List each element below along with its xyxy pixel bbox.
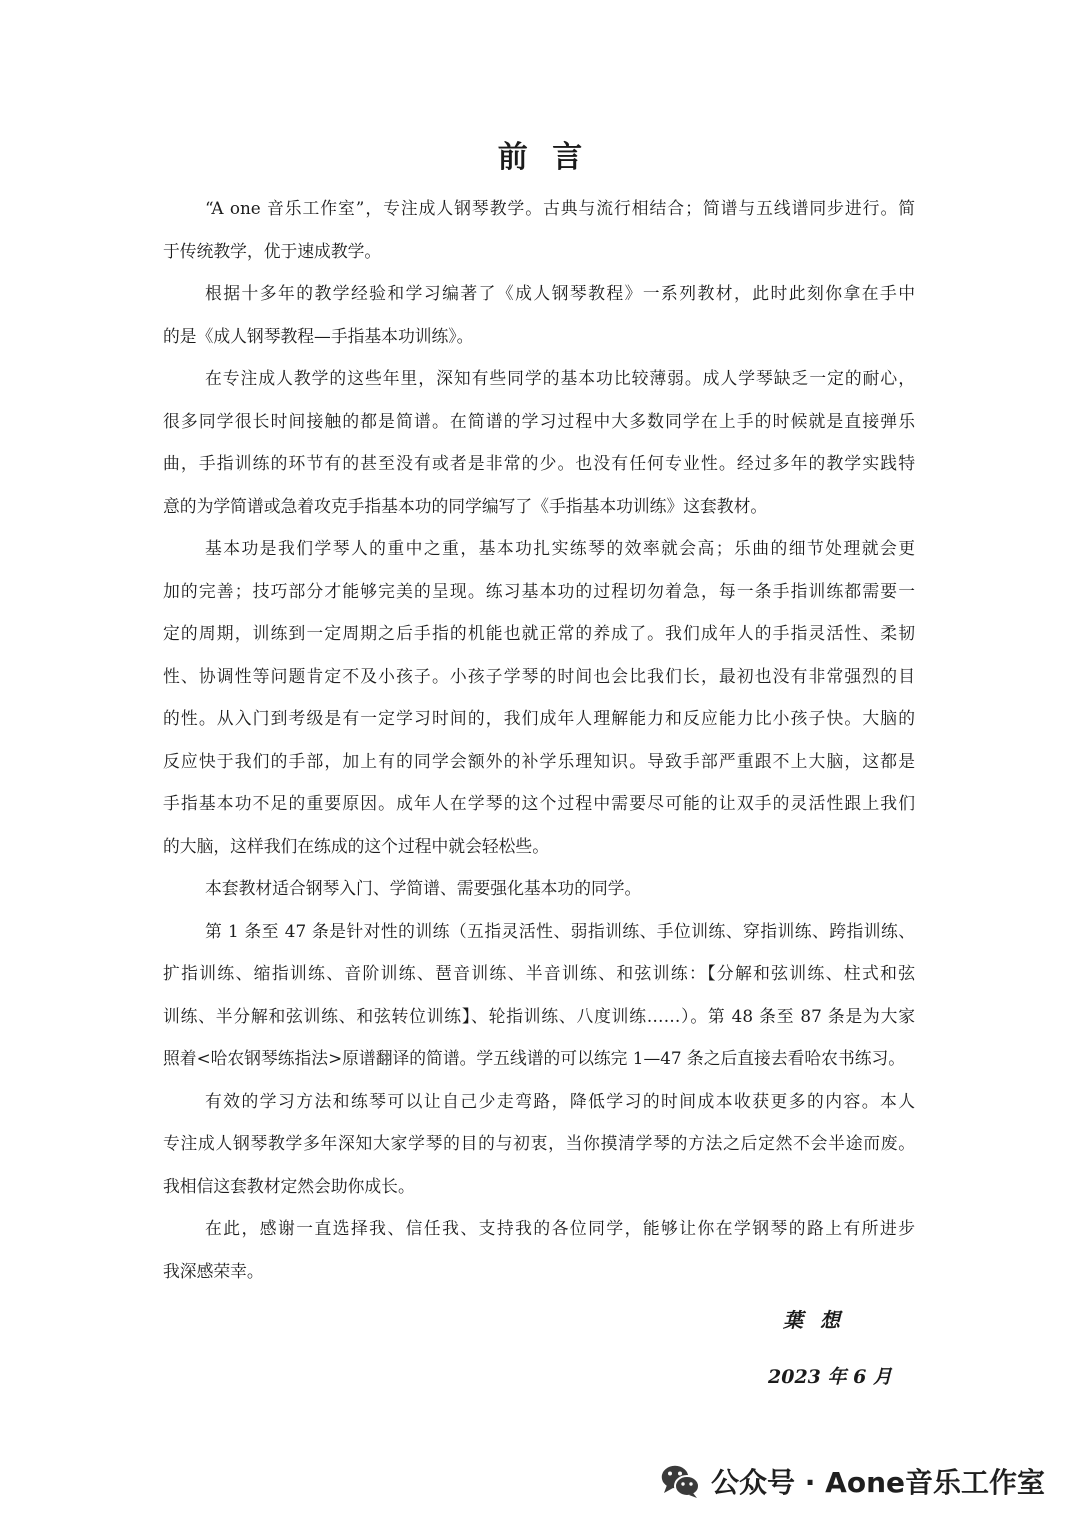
paragraph-line: 扩指训练、缩指训练、音阶训练、琶音训练、半音训练、和弦训练：【分解和弦训练、柱式和弦 xyxy=(163,963,915,983)
paragraph-line: 有效的学习方法和练琴可以让自己少走弯路，降低学习的时间成本收获更多的内容。本人 xyxy=(205,1090,915,1111)
paragraph-line: 在此，感谢一直选择我、信任我、支持我的各位同学，能够让你在学钢琴的路上有所进步 xyxy=(205,1218,915,1238)
paragraph-line: 手指基本功不足的重要原因。成年人在学琴的这个过程中需要尽可能的让双手的灵活性跟上我们 xyxy=(163,793,915,813)
paragraph-line: 于传统教学，优于速成教学。 xyxy=(163,240,382,261)
paragraph-line: 基本功是我们学琴人的重中之重，基本功扎实练琴的效率就会高；乐曲的细节处理就会更 xyxy=(205,538,915,558)
paragraph-line: 曲，手指训练的环节有的甚至没有或者是非常的少。也没有任何专业性。经过多年的教学实践特 xyxy=(163,453,915,473)
paragraph-line: 我深感荣幸。 xyxy=(163,1260,264,1281)
paragraph-line: 专注成人钢琴教学多年深知大家学琴的目的与初衷，当你摸清学琴的方法之后定然不会半途而废。 xyxy=(163,1133,915,1153)
paragraph-line: 照着<哈农钢琴练指法>原谱翻译的简谱。学五线谱的可以练完 1—47 条之后直接去看哈农书练习。 xyxy=(163,1048,906,1068)
paragraph-5 xyxy=(163,867,915,910)
paragraph-8 xyxy=(163,1207,915,1292)
paragraph-line: “A one 音乐工作室”，专注成人钢琴教学。古典与流行相结合；简谱与五线谱同步进行。简 xyxy=(205,198,915,218)
paragraph-line: 根据十多年的教学经验和学习编著了《成人钢琴教程》一系列教材，此时此刻你拿在手中 xyxy=(205,283,915,303)
paragraph-line: 的性。从入门到考级是有一定学习时间的，我们成年人理解能力和反应能力比小孩子快。大脑的 xyxy=(163,708,915,728)
paragraph-line: 的是《成人钢琴教程—手指基本功训练》。 xyxy=(163,325,474,346)
paragraph-line: 本套教材适合钢琴入门、学简谱、需要强化基本功的同学。 xyxy=(205,878,642,898)
paragraph-line: 很多同学很长时间接触的都是简谱。在简谱的学习过程中大多数同学在上手的时候就是直接弹乐 xyxy=(163,410,915,431)
paragraph-line: 定的周期，训练到一定周期之后手指的机能也就正常的养成了。我们成年人的手指灵活性、柔韧 xyxy=(163,623,915,643)
wechat-icon xyxy=(659,1463,701,1499)
paragraph-line: 反应快于我们的手部，加上有的同学会额外的补学乐理知识。导致手部严重跟不上大脑，这都是 xyxy=(163,750,915,771)
paragraph-line: 性、协调性等问题肯定不及小孩子。小孩子学琴的时间也会比我们长，最初也没有非常强烈的目 xyxy=(163,665,915,686)
signature-date: 2023 年 6 月 xyxy=(768,1366,892,1388)
author-signature: 葉 想 xyxy=(783,1308,840,1332)
paragraph-3 xyxy=(163,357,915,527)
paragraph-line: 加的完善；技巧部分才能够完美的呈现。练习基本功的过程切勿着急，每一条手指训练都需要一 xyxy=(163,580,915,601)
paragraph-6 xyxy=(163,910,915,1080)
watermark-label: 公众号 · Aone音乐工作室 xyxy=(711,1466,1045,1499)
preface-body xyxy=(163,187,915,1292)
paragraph-line: 的大脑，这样我们在练成的这个过程中就会轻松些。 xyxy=(163,835,549,856)
paragraph-line: 意的为学简谱或急着攻克手指基本功的同学编写了《手指基本功训练》这套教材。 xyxy=(163,495,768,516)
paragraph-line: 我相信这套教材定然会助你成长。 xyxy=(163,1175,415,1196)
paragraph-line: 训练、半分解和弦训练、和弦转位训练】、轮指训练、八度训练……）。第 48 条至 87 条是为大家 xyxy=(163,1005,915,1026)
paragraph-2 xyxy=(163,272,915,357)
page-title: 前 言 xyxy=(497,140,583,175)
wechat-watermark xyxy=(659,1461,1045,1501)
paragraph-1 xyxy=(163,187,915,272)
paragraph-4 xyxy=(163,527,915,867)
paragraph-line: 在专注成人教学的这些年里，深知有些同学的基本功比较薄弱。成人学琴缺乏一定的耐心， xyxy=(205,368,915,388)
paragraph-7 xyxy=(163,1080,915,1208)
paragraph-line: 第 1 条至 47 条是针对性的训练（五指灵活性、弱指训练、手位训练、穿指训练、跨指训练、 xyxy=(205,920,915,941)
